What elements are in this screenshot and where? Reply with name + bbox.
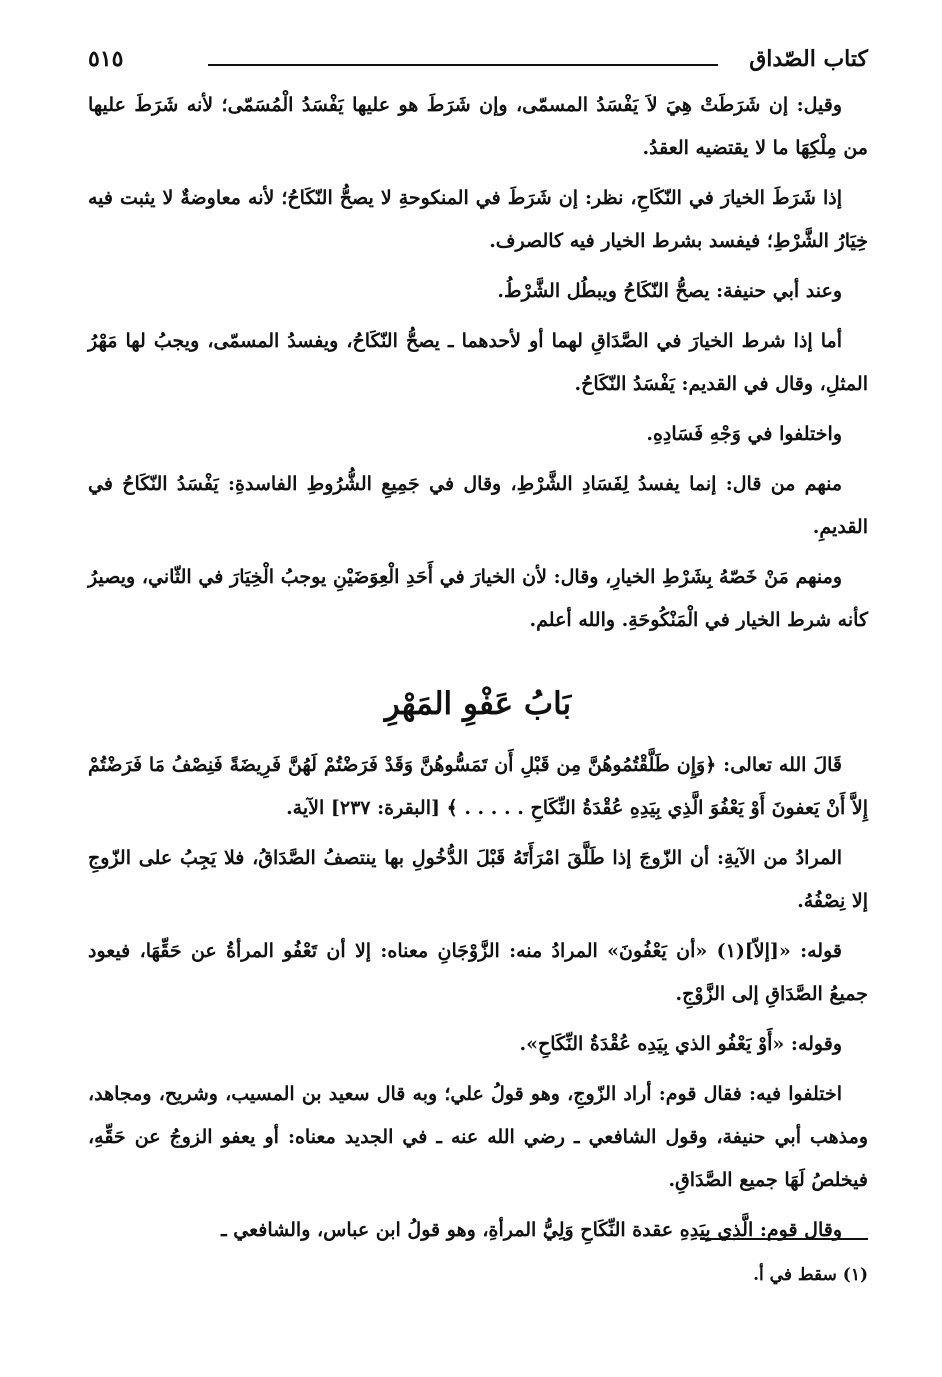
section-heading: بَابُ عَفْوِ المَهْرِ [384, 686, 572, 722]
paragraph: واختلفوا في وَجْهِ فَسَادِهِ. [646, 423, 842, 445]
page-header [88, 42, 868, 78]
paragraph: قَالَ الله تعالى: ﴿وَإِن طَلَّقْتُمُوهُنَّ مِن قَبْلِ أَن تَمَسُّوهُنَّ وَقَدْ فَرَضْتُمْ لَهُنَّ فَرِيضَةً فَنِصْفُ مَا فَرَضْتُمْ إِلاَّ أَنْ يَعفونَ أَوْ يَعْفُوَ الَّذِي بِيَدِهِ عُقْدَةُ النِّكَاحِ . . . . . ﴾ [البقرة: ٢٣٧] الآية. [88, 754, 868, 819]
footnote-rule [700, 1238, 868, 1240]
paragraph: ومنهم مَنْ خَصّهُ بِشَرْطِ الخيارِ، وقال: لأن الخيارَ في أَحَدِ الْعِوَضَيْنِ يوجبُ الْخِيَارَ في الثّاني، ويصيرُ كأنه شرط الخيار في الْمَنْكُوحَةِ. والله أعلم. [88, 566, 868, 631]
paragraph: اختلفوا فيه: فقال قوم: أراد الزّوجِ، وهو قولُ علي؛ وبه قال سعيد بن المسيب، وشريح، ومجاهد، ومذهب أبي حنيفة، وقول الشافعي ـ رضي الله عنه ـ في الجديد معناه: أو يعفو الزوجُ عن حَقِّهِ، فيخلصُ لَهَا جميع الصَّدَاقِ. [88, 1083, 868, 1191]
paragraph: أما إذا شرط الخيارَ في الصَّدَاقِ لهما أو لأحدهما ـ يصحُّ النّكَاحُ، ويفسدُ المسمّى، ويجبُ لها مَهْرُ المثلِ، وقال في القديم: يَفْسَدُ النّكَاحُ. [88, 330, 868, 395]
main-text [88, 84, 868, 1259]
paragraph: وقال قوم: الَّذِي بِيَدِهِ عقدة النِّكَاحِ وَلِيُّ المرأةِ، وهو قولُ ابن عباس، والشافعي ـ [221, 1219, 842, 1241]
paragraph: المرادُ من الآيةِ: أن الزّوجَ إذا طَلَّقَ امْرَأَتَهُ قَبْلَ الدُّخُولِ بها ينتصفُ الصَّدَاقُ، فلا يَجِبُ على الزّوجِ إلا نِصْفُهُ. [88, 847, 868, 912]
paragraph: وقيل: إن شَرَطَتْ هِيَ لاَ يَفْسَدُ المسمّى، وإن شَرَطَ هو عليها يَفْسَدُ الْمُسَمّى؛ لأنه شَرَطَ عليها من مِلْكِهَا ما لا يقتضيه العقدُ. [88, 94, 868, 159]
footnote: (١) سقط في أ. [753, 1265, 868, 1285]
paragraph: منهم من قال: إنما يفسدُ لِفَسَادِ الشَّرْطِ، وقال في جَمِيعِ الشُّرُوطِ الفاسدةِ: يَفْسَدُ النّكَاحُ في القديمِ. [88, 473, 868, 538]
header-rule [208, 64, 718, 66]
page-number: ٥١٥ [88, 46, 124, 72]
paragraph: وقوله: «أَوْ يَعْفُو الذي بِيَدِه عُقْدَةُ النِّكَاحِ». [519, 1033, 842, 1055]
paragraph: قوله: «[إلاّ](١) «أن يَعْفُونَ» المرادُ منه: الزَّوْجَانِ معناه: إلا أن تَعْفُو المرأةُ عن حَقِّهَا، فيعود جميعُ الصَّدَاقِ إلى الزَّوْجِ. [88, 940, 868, 1005]
running-title: كتاب الصّداق [749, 46, 868, 72]
paragraph: وعند أبي حنيفة: يصحُّ النّكَاحُ ويبطُل الشَّرْطُ. [497, 280, 842, 302]
paragraph: إذا شَرَطَ الخيارَ في النّكَاحِ، نظر: إن شَرَطَ في المنكوحةِ لا يصحُّ النّكَاحُ؛ لأنه معاوضةٌ لا يثبت فيه خِيَارُ الشَّرْطِ؛ فيفسد بشرط الخيار فيه كالصرف. [88, 187, 868, 252]
